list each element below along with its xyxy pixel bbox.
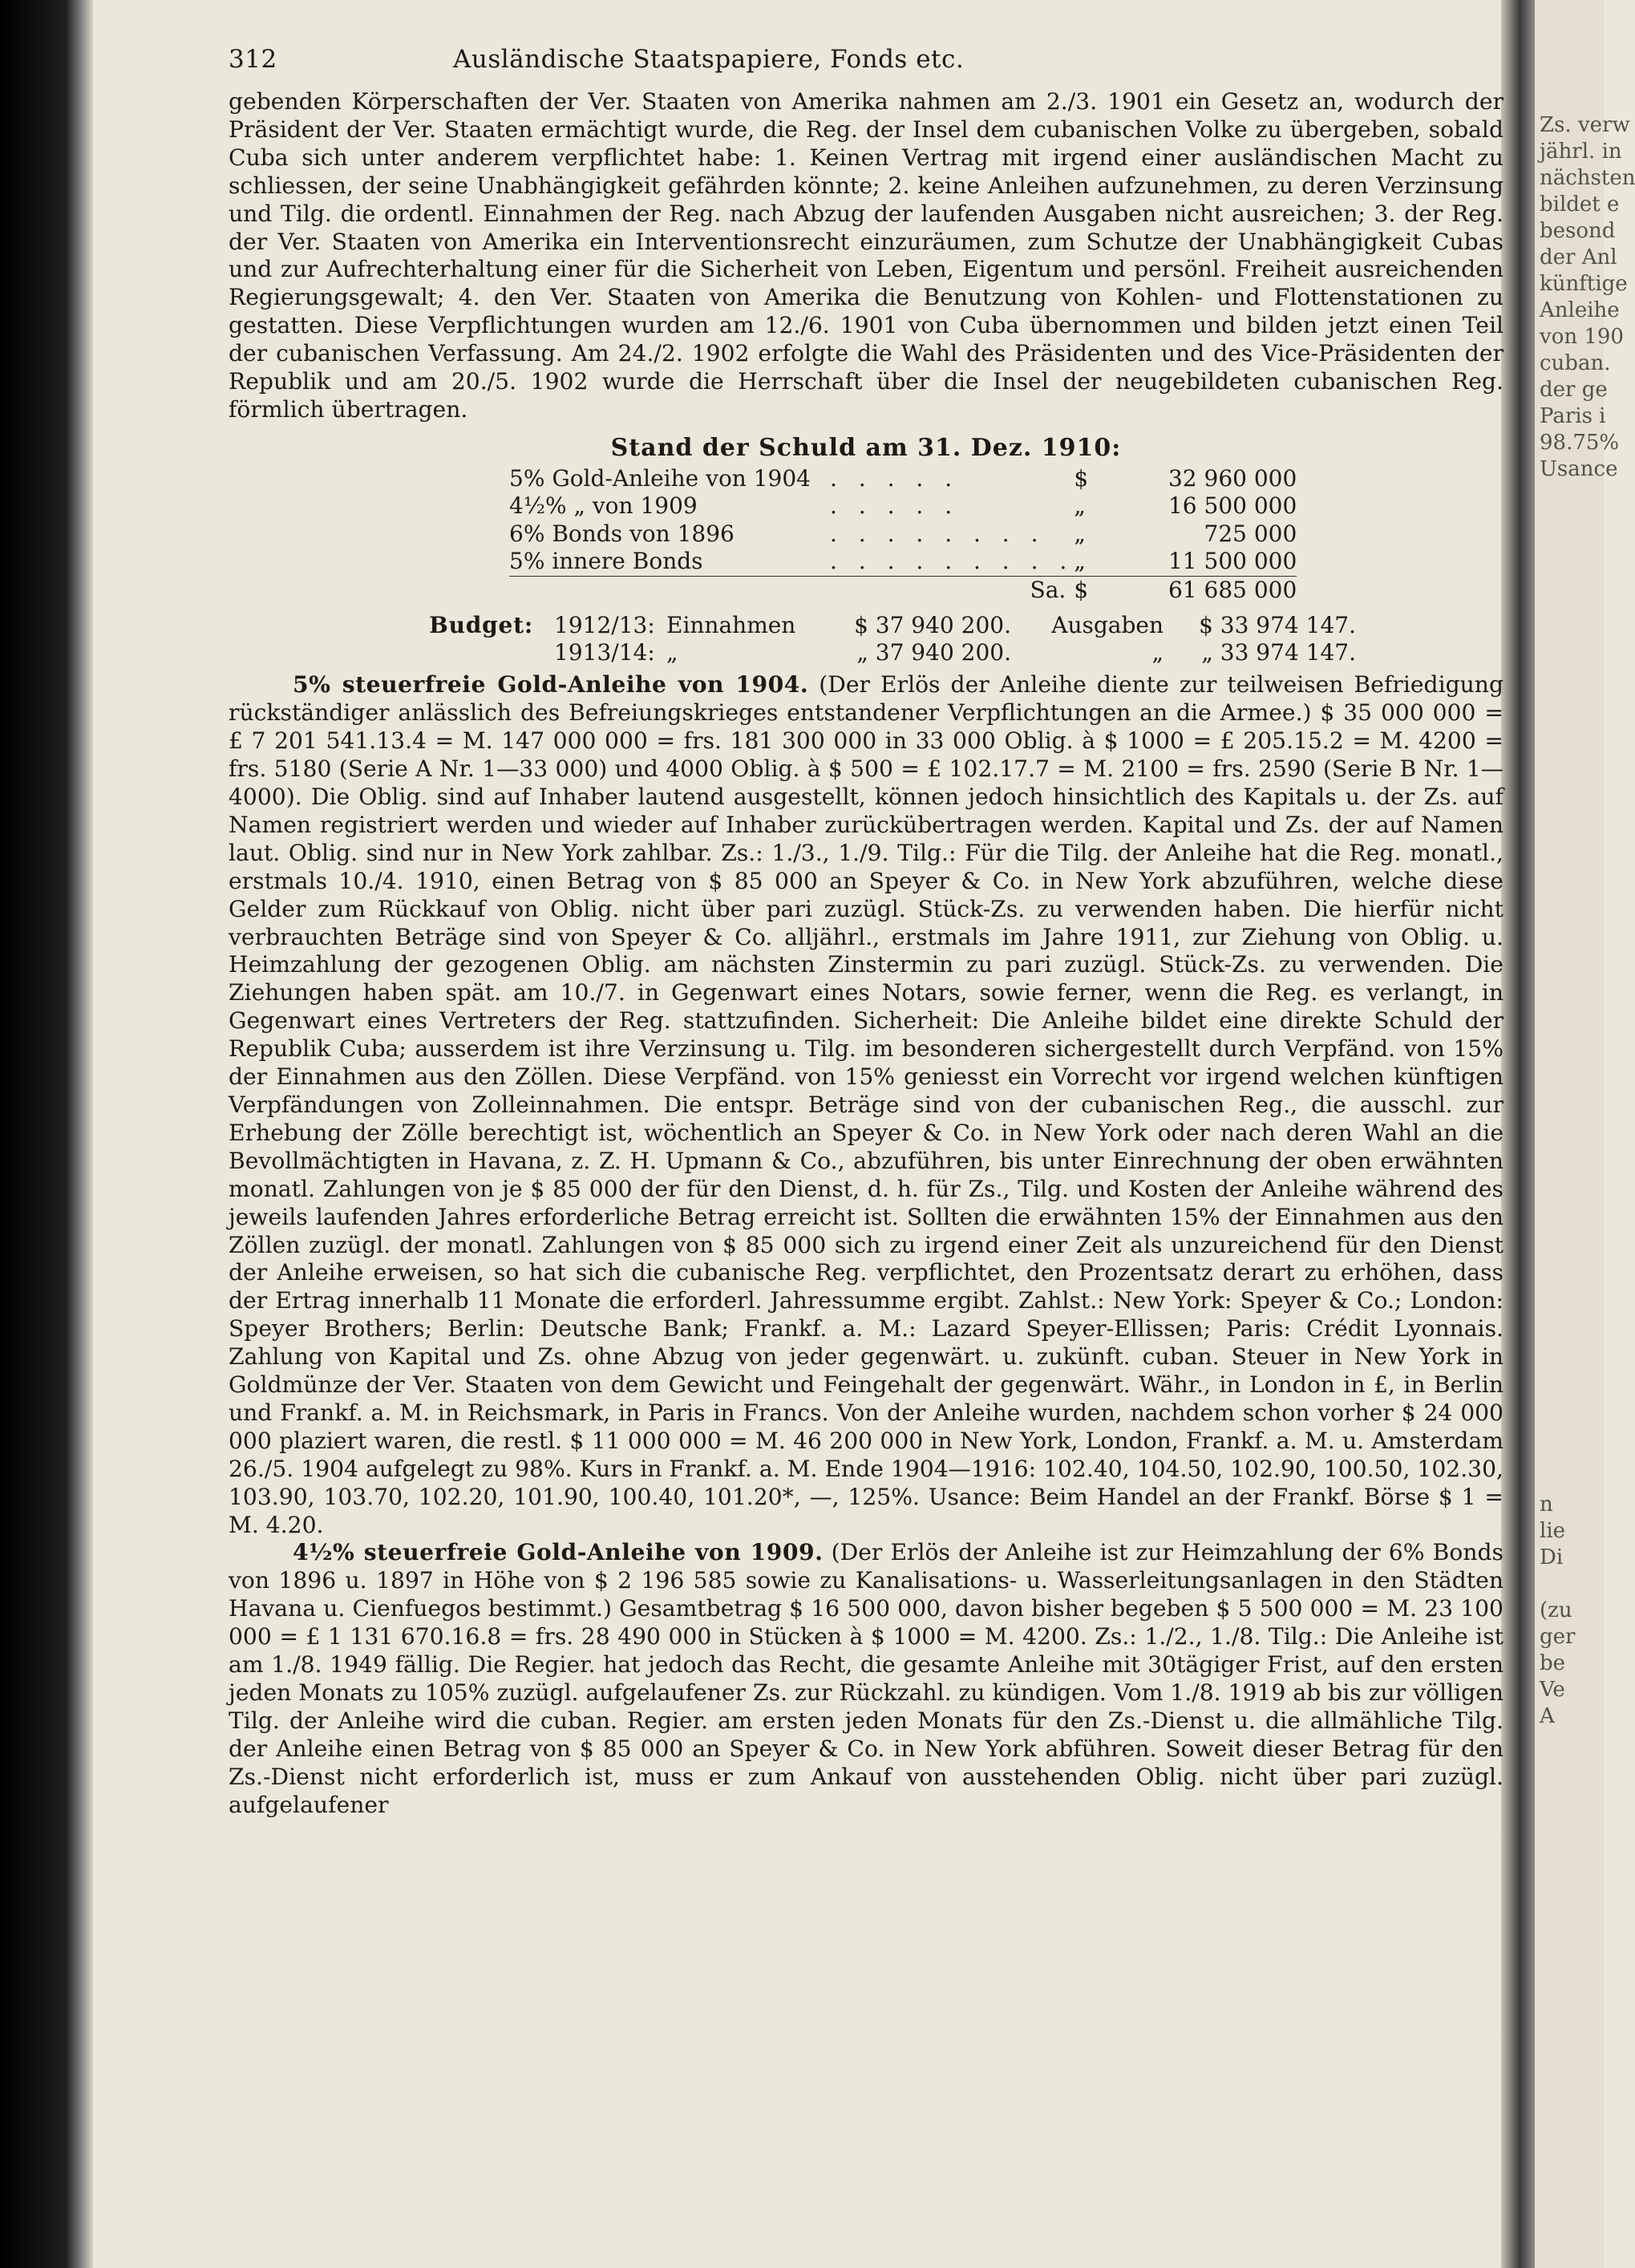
adjacent-page-fragment: Paris i	[1540, 404, 1606, 428]
budget-row	[229, 639, 1503, 666]
adjacent-page-fragment: be	[1540, 1651, 1566, 1675]
adjacent-page-fragment: von 190	[1540, 325, 1624, 349]
book-page	[229, 45, 1503, 1820]
adjacent-page-fragment: (zu	[1540, 1598, 1572, 1622]
page-number: 312	[229, 45, 277, 74]
debt-description: 6% Bonds von 1896	[509, 520, 735, 547]
debt-total-currency: $	[1074, 576, 1104, 604]
debt-currency: „	[1074, 492, 1086, 520]
page-header	[229, 45, 1503, 88]
adjacent-page-fragment: 98.75%	[1540, 431, 1620, 455]
debt-table	[509, 465, 1297, 605]
leader-dots: . . . . .	[830, 464, 960, 492]
debt-description: 5% innere Bonds	[509, 548, 703, 575]
debt-total-label: Sa.	[509, 576, 1074, 604]
budget-row	[229, 612, 1503, 639]
adjacent-page-fragment: jährl. in	[1540, 140, 1622, 164]
budget-income: „ 37 940 200.	[856, 639, 1011, 666]
loan-1909-paragraph	[229, 1539, 1503, 1819]
intro-paragraph: gebenden Körperschaften der Ver. Staaten von Amerika nahmen am 2./3. 1901 ein Gesetz an, wodurch der Präsident der Ver. Staaten ermächtigt wurde, die Reg. der Insel dem cubanischen Volke zu übergeben, sobald Cuba sich unter anderem verpflichtet habe: 1. Keinen Vertrag mit irgend einer ausländischen Macht zu schliessen, der seine Unabhängigkeit gefährden könnte; 2. keine Anleihen aufzunehmen, zu deren Verzinsung und Tilg. die ordentl. Einnahmen der Reg. nach Abzug der laufenden Ausgaben nicht ausreichen; 3. der Reg. der Ver. Staaten von Amerika ein Interventionsrecht einzuräumen, zum Schutze der Unabhängigkeit Cubas und zur Aufrechterhaltung einer für die Sicherheit von Leben, Eigentum und persönl. Freiheit ausreichenden Regierungsgewalt; 4. den Ver. Staaten von Amerika die Benutzung von Kohlen- und Flottenstationen zu gestatten. Diese Verpflichtungen wurden am 12./6. 1901 von Cuba übernommen und bilden jetzt einen Teil der cubanischen Verfassung. Am 24./2. 1902 erfolgte die Wahl des Präsidenten und des Vice-Präsidenten der Republik und am 20./5. 1902 wurde die Herrschaft über die Insel der neugebildeten cubanischen Reg. förmlich übertragen.	[229, 88, 1503, 423]
leader-dots: . . . . .	[830, 492, 960, 520]
budget-income-label: Einnahmen	[666, 612, 796, 639]
adjacent-page-fragment: der Anl	[1540, 245, 1617, 269]
budget-income-label: „	[666, 639, 678, 666]
debt-row	[509, 548, 1297, 576]
budget-year: 1912/13:	[554, 612, 655, 639]
debt-currency: „	[1074, 520, 1086, 547]
adjacent-page-margin	[1535, 0, 1635, 2268]
budget-expense-label: Ausgaben	[1051, 612, 1164, 639]
budget-label: Budget:	[429, 612, 533, 639]
budget-expense: „ 33 974 147.	[1201, 639, 1356, 666]
adjacent-page-fragment: bildet e	[1540, 192, 1620, 217]
adjacent-page-fragment: besond	[1540, 219, 1616, 243]
budget-expense: $ 33 974 147.	[1199, 612, 1356, 639]
budget-block	[229, 612, 1503, 666]
adjacent-page-fragment: Ve	[1540, 1678, 1565, 1702]
adjacent-page-fragments-middle	[1535, 1492, 1575, 1730]
adjacent-page-fragment: lie	[1540, 1519, 1566, 1543]
debt-amount: 11 500 000	[1168, 548, 1297, 575]
debt-total-row	[509, 576, 1297, 604]
adjacent-page-fragment: Zs. verw	[1540, 113, 1630, 137]
loan-1904-title: 5% steuerfreie Gold-Anleihe von 1904.	[293, 671, 809, 699]
adjacent-page-fragment: n	[1540, 1492, 1553, 1517]
adjacent-page-fragment: nächsten	[1540, 166, 1635, 190]
adjacent-page-fragment: künftige	[1540, 272, 1628, 296]
loan-1904-text: (Der Erlös der Anleihe diente zur teilweisen Befriedigung rückständiger anlässlich des Befreiungskrieges entstandener Verpflichtungen an die Armee.) $ 35 000 000 = £ 7 201 541.13.4 = M. 147 000 000 = frs. 181 300 000 in 33 000 Oblig. à $ 1000 = £ 205.15.2 = M. 4200 = frs. 5180 (Serie A Nr. 1—33 000) und 4000 Oblig. à $ 500 = £ 102.17.7 = M. 2100 = frs. 2590 (Serie B Nr. 1—4000). Die Oblig. sind auf Inhaber lautend ausgestellt, können jedoch hinsichtlich des Kapitals u. der Zs. auf Namen registriert werden und wieder auf Inhaber zurückübertragen werden. Kapital und Zs. der auf Namen laut. Oblig. sind nur in New York zahlbar. Zs.: 1./3., 1./9. Tilg.: Für die Tilg. der Anleihe hat die Reg. monatl., erstmals 10./4. 1910, einen Betrag von $ 85 000 an Speyer & Co. in New York abzuführen, welche diese Gelder zum Rückkauf von Oblig. nicht über pari zuzügl. Stück-Zs. zu verwenden haben. Die hierfür nicht verbrauchten Beträge sind von Speyer & Co. alljährl., erstmals im Jahre 1911, zur Ziehung von Oblig. u. Heimzahlung der gezogenen Oblig. am nächsten Zinstermin zu pari zuzügl. Stück-Zs. zu verwenden. Die Ziehungen haben spät. am 10./7. in Gegenwart eines Notars, sowie ferner, wenn die Reg. es verlangt, in Gegenwart eines Vertreters der Reg. stattzufinden. Sicherheit: Die Anleihe bildet eine direkte Schuld der Republik Cuba; ausserdem ist ihre Verzinsung u. Tilg. im besonderen sichergestellt durch Verpfänd. von 15% der Einnahmen aus den Zöllen. Diese Verpfänd. von 15% geniesst ein Vorrecht vor irgend welchen künftigen Verpfändungen von Zolleinnahmen. Die entspr. Beträge sind von der cubanischen Reg., die ausschl. zur Erhebung der Zölle berechtigt ist, wöchentlich an Speyer & Co. in New York oder nach deren Wahl an die Bevollmächtigten in Havana, z. Z. H. Upmann & Co., abzuführen, bis unter Einrechnung der oben erwähnten monatl. Zahlungen von je $ 85 000 der für den Dienst, d. h. für Zs., Tilg. und Kosten der Anleihe während des jeweils laufenden Jahres erforderliche Betrag erreicht ist. Sollten die erwähnten 15% der Einnahmen aus den Zöllen zuzügl. der monatl. Zahlungen von $ 85 000 sich zu irgend einer Zeit als unzureichend für den Dienst der Anleihe erweisen, so hat sich die cubanische Reg. verpflichtet, den Prozentsatz derart zu erhöhen, dass der Ertrag innerhalb 11 Monate die erforderl. Jahressumme ergibt. Zahlst.: New York: Speyer & Co.; London: Speyer Brothers; Berlin: Deutsche Bank; Frankf. a. M.: Lazard Speyer-Ellissen; Paris: Crédit Lyonnais. Zahlung von Kapital und Zs. ohne Abzug von jeder gegenwärt. u. zukünft. cuban. Steuer in New York in Goldmünze der Ver. Staaten von dem Gewicht und Feingehalt der gegenwärt. Währ., in London in £, in Berlin und Frankf. a. M. in Reichsmark, in Paris in Francs. Von der Anleihe wurden, nachdem schon vorher $ 24 000 000 plaziert waren, die restl. $ 11 000 000 = M. 46 200 000 in New York, London, Frankf. a. M. u. Amsterdam 26./5. 1904 aufgelegt zu 98%. Kurs in Frankf. a. M. Ende 1904—1916: 102.40, 104.50, 102.90, 100.50, 102.30, 103.90, 103.70, 102.20, 101.90, 100.40, 101.20*, —, 125%. Usance: Beim Handel an der Frankf. Börse $ 1 = M. 4.20.	[229, 671, 1503, 1538]
adjacent-page-fragment: der ge	[1540, 378, 1608, 402]
adjacent-page-fragments-top	[1535, 112, 1635, 483]
debt-row	[509, 520, 1297, 549]
adjacent-page-fragment: Usance	[1540, 457, 1618, 481]
adjacent-page-fragment: cuban.	[1540, 351, 1611, 375]
budget-income: $ 37 940 200.	[854, 612, 1011, 639]
adjacent-page-fragment: Anleihe	[1540, 298, 1620, 322]
book-spine-shadow	[1501, 0, 1535, 2268]
debt-description: 4½% „ von 1909	[509, 492, 698, 520]
debt-description: 5% Gold-Anleihe von 1904	[509, 464, 811, 492]
adjacent-page-fragment: Di	[1540, 1545, 1564, 1569]
adjacent-page-fragment: A	[1540, 1704, 1555, 1728]
budget-year: 1913/14:	[554, 639, 655, 666]
debt-heading: Stand der Schuld am 31. Dez. 1910:	[610, 433, 1122, 462]
debt-amount: 32 960 000	[1168, 464, 1297, 492]
debt-row	[509, 465, 1297, 493]
debt-currency: $	[1074, 464, 1089, 492]
scan-edge-left	[0, 0, 93, 2268]
leader-dots: . . . . . . . .	[830, 520, 1046, 547]
debt-row	[509, 492, 1297, 520]
adjacent-page-fragment: ger	[1540, 1625, 1576, 1649]
loan-1909-title: 4½% steuerfreie Gold-Anleihe von 1909.	[293, 1539, 824, 1566]
loan-1909-text: (Der Erlös der Anleihe ist zur Heimzahlung der 6% Bonds von 1896 u. 1897 in Höhe von $ 2 196 585 sowie zu Kanalisations- u. Wasserleitungsanlagen in den Städten Havana u. Cienfuegos bestimmt.) Gesamtbetrag $ 16 500 000, davon bisher begeben $ 5 500 000 = M. 23 100 000 = £ 1 131 670.16.8 = frs. 28 490 000 in Stücken à $ 1000 = M. 4200. Zs.: 1./2., 1./8. Tilg.: Die Anleihe ist am 1./8. 1949 fällig. Die Regier. hat jedoch das Recht, die gesamte Anleihe mit 30tägiger Frist, auf den ersten jeden Monats zu 105% zuzügl. aufgelaufener Zs. zur Rückzahl. zu kündigen. Vom 1./8. 1919 ab bis zur völligen Tilg. der Anleihe wird die cuban. Regier. am ersten jeden Monats für den Zs.-Dienst u. die allmähliche Tilg. der Anleihe einen Betrag von $ 85 000 an Speyer & Co. in New York abführen. Soweit dieser Betrag für den Zs.-Dienst nicht erforderlich ist, muss er zum Ankauf von ausstehenden Oblig. nicht über pari zuzügl. aufgelaufener	[229, 1539, 1503, 1818]
debt-amount: 16 500 000	[1168, 492, 1297, 520]
leader-dots: . . . . . . . . .	[830, 548, 1074, 575]
debt-total-amount: 61 685 000	[1104, 576, 1297, 604]
debt-currency: „	[1074, 548, 1086, 575]
debt-amount: 725 000	[1204, 520, 1297, 547]
loan-1904-paragraph	[229, 671, 1503, 1539]
budget-expense-label: „	[1151, 639, 1164, 666]
adjacent-page-fragment	[1535, 1571, 1575, 1598]
running-head: Ausländische Staatspapiere, Fonds etc.	[453, 45, 965, 74]
